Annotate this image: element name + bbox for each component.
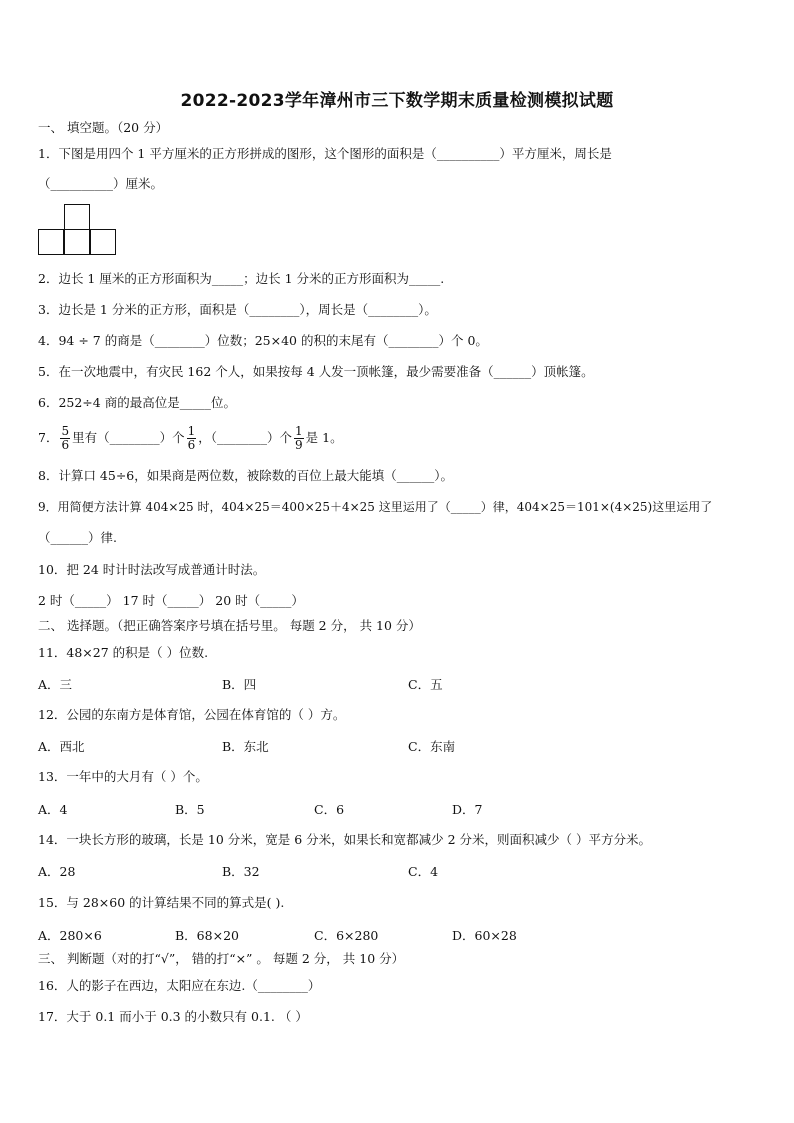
question-11: 11．48×27 的积是（ ）位数. bbox=[38, 645, 209, 660]
question-5: 5．在一次地震中，有灾民 162 个人，如果按每 4 人发一顶帐篷，最少需要准备（______）顶帐篷。 bbox=[38, 364, 594, 379]
fraction-numerator: 1 bbox=[187, 424, 196, 438]
question-6: 6．252÷4 商的最高位是_____位。 bbox=[38, 395, 236, 410]
section-heading-fill-blank: 一、 填空题。（20 分） bbox=[38, 120, 169, 135]
question-3: 3．边长是 1 分米的正方形，面积是（________），周长是（________）。 bbox=[38, 302, 437, 317]
question-7-suffix: 是 1。 bbox=[305, 430, 343, 445]
square-bottom-right bbox=[90, 229, 116, 255]
question-9-line-1: 9．用简便方法计算 404×25 时，404×25＝400×25＋4×25 这里运用了（_____）律，404×25＝101×(4×25)这里运用了 bbox=[38, 500, 713, 514]
question-15: 15．与 28×60 的计算结果不同的算式是( ). bbox=[38, 895, 285, 910]
question-9-line-2: （______）律. bbox=[38, 530, 117, 545]
fraction-numerator: 5 bbox=[61, 424, 70, 438]
fraction-numerator: 1 bbox=[295, 424, 303, 438]
question-15-option-a: A．280×6 bbox=[38, 928, 102, 943]
question-14: 14．一块长方形的玻璃，长是 10 分米，宽是 6 分米，如果长和宽都减少 2 分米，则面积减少（ ）平方分米。 bbox=[38, 832, 652, 847]
question-15-option-c: C．6×280 bbox=[314, 928, 379, 943]
fraction-one-sixth bbox=[187, 425, 197, 452]
question-11-option-a: A．三 bbox=[38, 677, 73, 692]
question-12-option-a: A．西北 bbox=[38, 739, 85, 754]
question-16: 16．人的影子在西边，太阳应在东边.（________） bbox=[38, 978, 321, 993]
question-11-option-c: C．五 bbox=[408, 677, 443, 692]
question-17: 17．大于 0.1 而小于 0.3 的小数只有 0.1. （ ） bbox=[38, 1009, 308, 1024]
question-2: 2．边长 1 厘米的正方形面积为_____；边长 1 分米的正方形面积为_____. bbox=[38, 271, 445, 286]
question-4: 4．94 ÷ 7 的商是（________）位数；25×40 的积的末尾有（________）个 0。 bbox=[38, 333, 488, 348]
question-11-option-b: B．四 bbox=[222, 677, 257, 692]
fraction-denominator: 6 bbox=[187, 438, 196, 452]
question-7-mid-1: 里有（________）个 bbox=[72, 430, 185, 445]
question-8: 8．计算口 45÷6，如果商是两位数，被除数的百位上最大能填（______）。 bbox=[38, 468, 454, 483]
question-14-option-a: A．28 bbox=[38, 864, 76, 879]
question-7 bbox=[38, 423, 764, 453]
question-7-prefix: 7． bbox=[38, 430, 59, 445]
fraction-denominator: 9 bbox=[295, 438, 303, 452]
question-10-line-1: 10．把 24 时计时法改写成普通计时法。 bbox=[38, 562, 266, 577]
question-14-option-c: C．4 bbox=[408, 864, 439, 879]
question-13-option-a: A．4 bbox=[38, 802, 68, 817]
section-heading-multiple-choice: 二、 选择题。（把正确答案序号填在括号里。 每题 2 分， 共 10 分） bbox=[38, 618, 421, 633]
square-bottom-left bbox=[38, 229, 64, 255]
square-bottom-middle bbox=[64, 229, 90, 255]
question-14-option-b: B．32 bbox=[222, 864, 260, 879]
question-1-line-2: （__________）厘米。 bbox=[38, 176, 164, 191]
question-15-option-d: D．60×28 bbox=[452, 928, 517, 943]
question-13-option-c: C．6 bbox=[314, 802, 345, 817]
question-7-mid-2: ，（________）个 bbox=[198, 430, 293, 445]
fraction-five-sixths bbox=[60, 425, 70, 452]
question-1-line-1: 1．下图是用四个 1 平方厘米的正方形拼成的图形，这个图形的面积是（__________）平方厘米，周长是 bbox=[38, 146, 612, 161]
question-13: 13．一年中的大月有（ ）个。 bbox=[38, 769, 208, 784]
question-15-option-b: B．68×20 bbox=[175, 928, 239, 943]
question-12: 12．公园的东南方是体育馆，公园在体育馆的（ ）方。 bbox=[38, 707, 346, 722]
fraction-denominator: 6 bbox=[61, 438, 70, 452]
fraction-one-ninth bbox=[294, 425, 304, 452]
question-12-option-b: B．东北 bbox=[222, 739, 269, 754]
question-12-option-c: C．东南 bbox=[408, 739, 456, 754]
square-top bbox=[64, 204, 90, 230]
question-13-option-d: D．7 bbox=[452, 802, 483, 817]
question-10-line-2: 2 时（_____） 17 时（_____） 20 时（_____） bbox=[38, 593, 304, 608]
page-title: 2022-2023学年漳州市三下数学期末质量检测模拟试题 bbox=[180, 91, 614, 111]
question-13-option-b: B．5 bbox=[175, 802, 205, 817]
section-heading-true-false: 三、 判断题（对的打“√”， 错的打“×” 。 每题 2 分， 共 10 分） bbox=[38, 951, 405, 966]
